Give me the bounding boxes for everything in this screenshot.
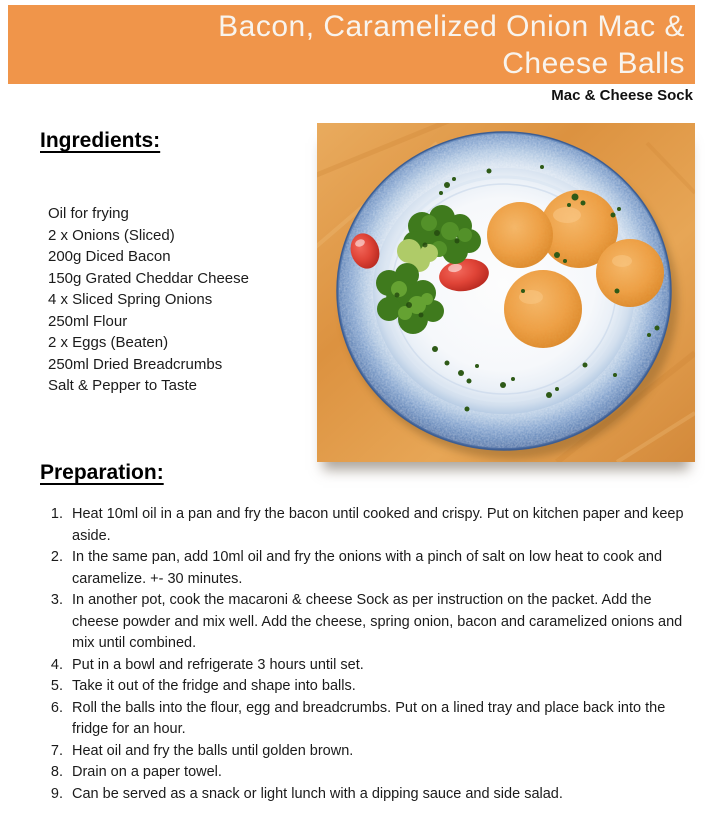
preparation-step: 1. Heat 10ml oil in a pan and fry the bacon until cooked and crispy. Put on kitchen paper and keep aside. xyxy=(67,504,688,547)
ingredient-item: 250ml Dried Breadcrumbs xyxy=(48,355,223,373)
preparation-step: 6. Roll the balls into the flour, egg and breadcrumbs. Put on a lined tray and place back into the fridge for an hour. xyxy=(67,698,688,741)
recipe-title-line1: Bacon, Caramelized Onion Mac & xyxy=(218,10,685,43)
ingredient-item: 200g Diced Bacon xyxy=(48,248,171,265)
ingredient-item: Salt & Pepper to Taste xyxy=(48,377,197,394)
ingredient-item: 4 x Sliced Spring Onions xyxy=(48,291,213,308)
ingredient-item: 150g Grated Cheddar Cheese xyxy=(48,269,249,287)
preparation-step: 2. In the same pan, add 10ml oil and fry the onions with a pinch of salt on low heat to cook and caramelize. +- 30 minutes. xyxy=(67,547,688,590)
ingredient-item: Oil for frying xyxy=(48,205,129,222)
preparation-step: 3. In another pot, cook the macaroni & cheese Sock as per instruction on the packet. Add the cheese powder and mix well. Add the cheese, spring onion, bacon and caramelized onions and mix until combined. xyxy=(67,590,688,655)
preparation-step: 7. Heat oil and fry the balls until golden brown. xyxy=(67,741,688,763)
preparation-step: 4. Put in a bowl and refrigerate 3 hours until set. xyxy=(67,655,688,677)
ingredients-list xyxy=(48,203,249,397)
preparation-heading: Preparation: xyxy=(40,461,164,484)
mac-cheese-balls-photo-illustration xyxy=(317,123,695,462)
ingredient-item: 250ml Flour xyxy=(48,312,128,330)
ingredient-item: 2 x Eggs (Beaten) xyxy=(48,334,169,351)
recipe-subtitle: Mac & Cheese Sock xyxy=(551,87,693,104)
title-banner xyxy=(8,5,695,84)
ingredients-heading: Ingredients: xyxy=(40,129,161,152)
recipe-title-line2: Cheese Balls xyxy=(502,47,685,80)
ingredient-item: 2 x Onions (Sliced) xyxy=(48,226,175,244)
recipe-photo xyxy=(317,123,695,462)
preparation-step: 8. Drain on a paper towel. xyxy=(67,762,688,784)
preparation-list xyxy=(40,504,688,805)
preparation-step: 9. Can be served as a snack or light lunch with a dipping sauce and side salad. xyxy=(67,784,688,806)
preparation-step: 5. Take it out of the fridge and shape into balls. xyxy=(67,676,688,698)
